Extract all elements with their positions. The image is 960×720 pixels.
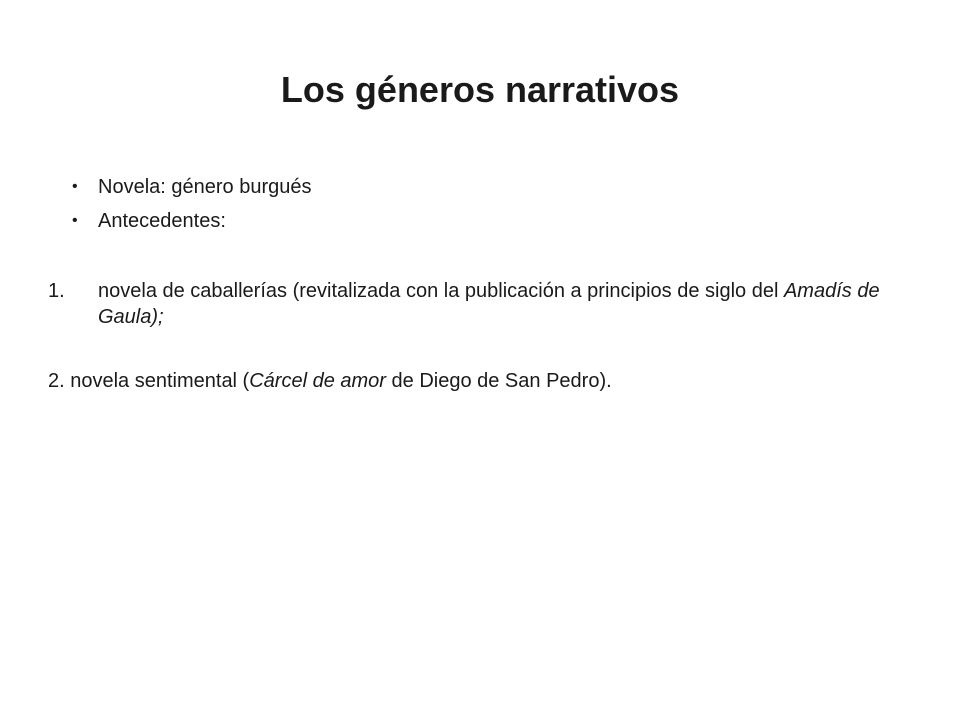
item-prefix: 2. novela sentimental ( [48,370,250,392]
item-italic-title: Cárcel de amor [249,370,386,392]
item-italic-title: Amadís de Gaula); [98,280,880,328]
bullet-item [48,174,908,200]
bullet-icon: • [72,178,78,195]
item-suffix: de Diego de San Pedro). [385,370,612,392]
item-number: 1. [48,280,65,302]
bullet-text: Novela: género burgués [98,176,312,198]
slide-content [48,174,908,394]
numbered-item [48,278,908,330]
bullet-icon: • [72,212,78,229]
bullet-item [48,208,908,234]
bullet-text: Antecedentes: [98,210,226,232]
plain-item [48,368,908,394]
slide-title: Los géneros narrativos [280,69,680,110]
item-text: novela de caballerías (revitalizada con la publicación a principios de siglo del [98,280,784,302]
